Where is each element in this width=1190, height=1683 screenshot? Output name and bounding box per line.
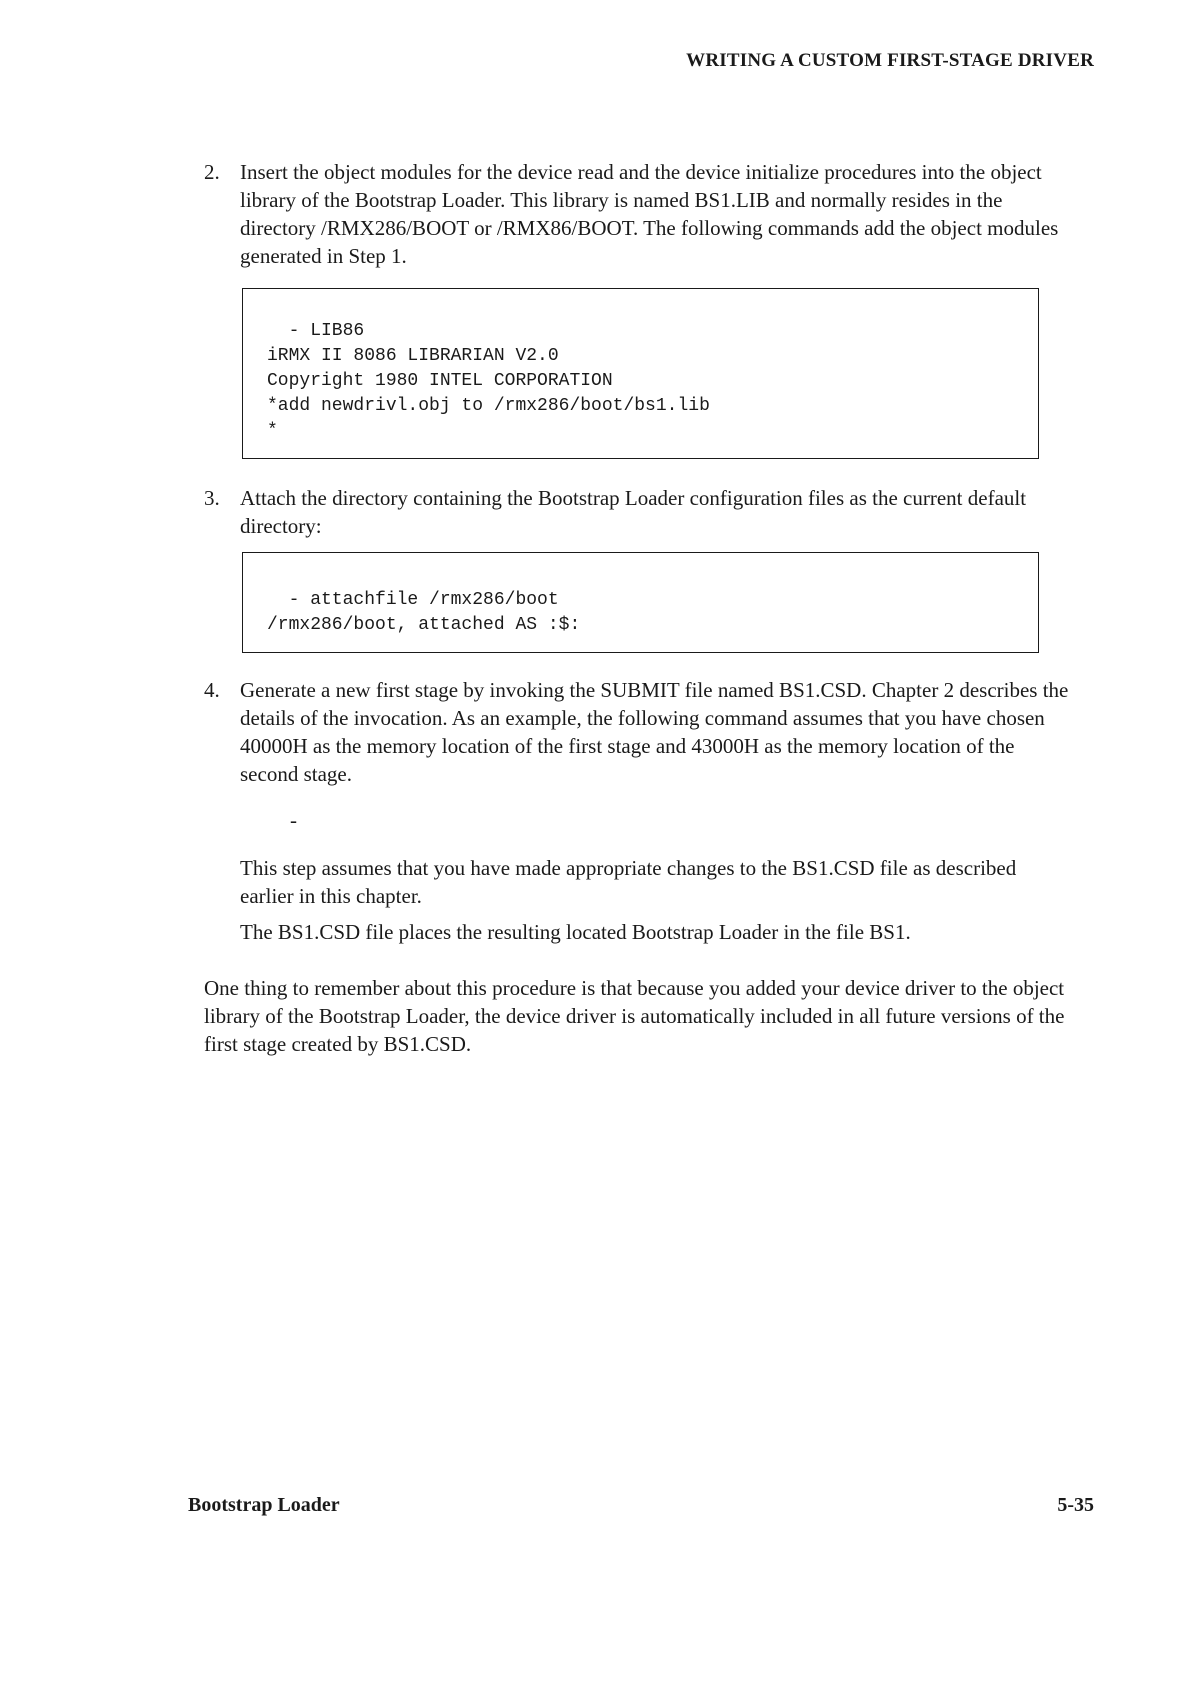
code-line: iRMX II 8086 LIBRARIAN V2.0 [267,346,559,366]
code-block-attachfile [242,552,1039,653]
page-number: 5-35 [1057,1494,1094,1516]
code-line: *add newdrivl.obj to /rmx286/boot/bs1.lib [267,396,710,416]
running-header: WRITING A CUSTOM FIRST-STAGE DRIVER [686,50,1094,71]
closing-paragraph: One thing to remember about this procedure is that because you added your device driver to the object library of the Bootstrap Loader, the device driver is automatically included in all future versions of the first stage created by BS1.CSD. [204,976,1065,1056]
step-3 [204,484,1074,540]
step-4 [204,676,1074,788]
step-text: Insert the object modules for the device read and the device initialize procedures into the object library of the Bootstrap Loader. This library is named BS1.LIB and normally resides in the directory /RMX286/BOOT or /RMX86/BOOT. The following commands add the object modules generated in Step 1. [240,160,1059,268]
step-note: The BS1.CSD file places the resulting located Bootstrap Loader in the file BS1. [240,920,911,944]
step-number: 3. [204,486,220,510]
code-line: Copyright 1980 INTEL CORPORATION [267,371,613,391]
code-line: * [267,421,278,441]
step-number: 2. [204,160,220,184]
code-line: /rmx286/boot, attached AS :$: [267,615,581,635]
step-2 [204,158,1074,270]
step-number: 4. [204,678,220,702]
command-dash: - [290,808,297,832]
code-block-librarian [242,288,1039,459]
step-text: Generate a new first stage by invoking the SUBMIT file named BS1.CSD. Chapter 2 describes the details of the invocation. As an example, the following command assumes that you have chosen 40000H as the memory location of the first stage and 43000H as the memory location of the second stage. [240,678,1069,786]
code-line: - attachfile /rmx286/boot [267,590,559,610]
code-line: - LIB86 [267,321,365,341]
step-note: This step assumes that you have made appropriate changes to the BS1.CSD file as described earlier in this chapter. [240,856,1017,908]
footer-section-title: Bootstrap Loader [188,1494,340,1516]
step-text: Attach the directory containing the Bootstrap Loader configuration files as the current default directory: [240,486,1027,538]
